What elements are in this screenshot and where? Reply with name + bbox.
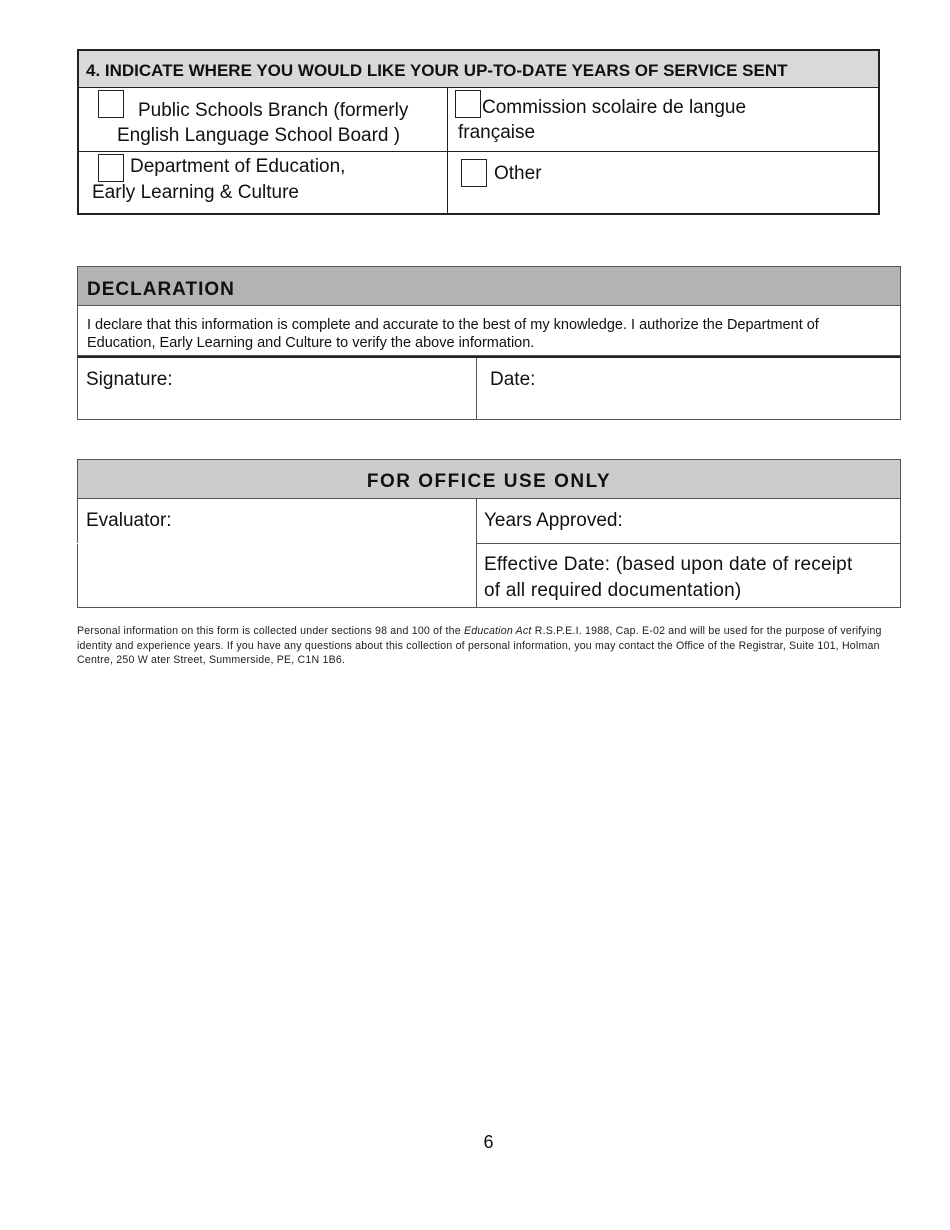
effective-date-line2: of all required documentation) xyxy=(484,580,742,601)
signature-row xyxy=(77,356,901,420)
csl-checkbox[interactable] xyxy=(455,90,481,118)
section4-table xyxy=(77,49,880,215)
psb-checkbox[interactable] xyxy=(98,90,124,118)
section4-header xyxy=(79,51,878,88)
doe-label-line2: Early Learning & Culture xyxy=(92,182,299,203)
other-checkbox[interactable] xyxy=(461,159,487,187)
csl-label-line2: française xyxy=(458,122,536,143)
office-use-header xyxy=(77,459,901,499)
declaration-header xyxy=(77,266,901,306)
other-label: Other xyxy=(494,163,542,184)
declaration-text-box xyxy=(77,306,901,356)
declaration-title: DECLARATION xyxy=(87,279,235,300)
doe-checkbox[interactable] xyxy=(98,154,124,182)
date-label: Date: xyxy=(490,369,536,390)
declaration-section xyxy=(77,266,901,420)
page-number: 6 xyxy=(483,1132,494,1152)
psb-label-line1: Public Schools Branch (formerly xyxy=(138,100,409,121)
years-approved-label: Years Approved: xyxy=(484,510,623,531)
effective-date-line1: Effective Date: (based upon date of receipt xyxy=(484,554,853,575)
office-use-title: FOR OFFICE USE ONLY xyxy=(366,471,612,492)
section4-title: 4. INDICATE WHERE YOU WOULD LIKE YOUR UP-TO-DATE YEARS OF SERVICE SENT xyxy=(86,61,788,80)
csl-label-line1: Commission scolaire de langue xyxy=(482,97,747,118)
doe-label-line1: Department of Education, xyxy=(130,156,346,177)
declaration-text: I declare that this information is complete and accurate to the best of my knowledge. I authorize the Department of Education, Early Learning and Culture to verify the above information. xyxy=(87,317,819,351)
office-use-section xyxy=(77,459,901,608)
signature-label: Signature: xyxy=(86,369,173,390)
notice-act-name: Education Act xyxy=(464,625,532,637)
notice-part2: R.S.P.E.I. 1988, Cap. E-02 and will be used for the purpose of verifying identity and experience years. If you have any questions about this collection of personal information, you may contact the Office of the Registrar, Suite 101, Holman Centre, 250 W ater Street, Summerside, PE, C1N 1B6. xyxy=(77,625,882,666)
psb-label-line2: English Language School Board ) xyxy=(117,125,401,146)
evaluator-label: Evaluator: xyxy=(86,510,172,531)
privacy-notice xyxy=(77,624,892,668)
notice-part1: Personal information on this form is collected under sections 98 and 100 of the xyxy=(77,625,464,637)
office-use-body xyxy=(77,499,901,608)
